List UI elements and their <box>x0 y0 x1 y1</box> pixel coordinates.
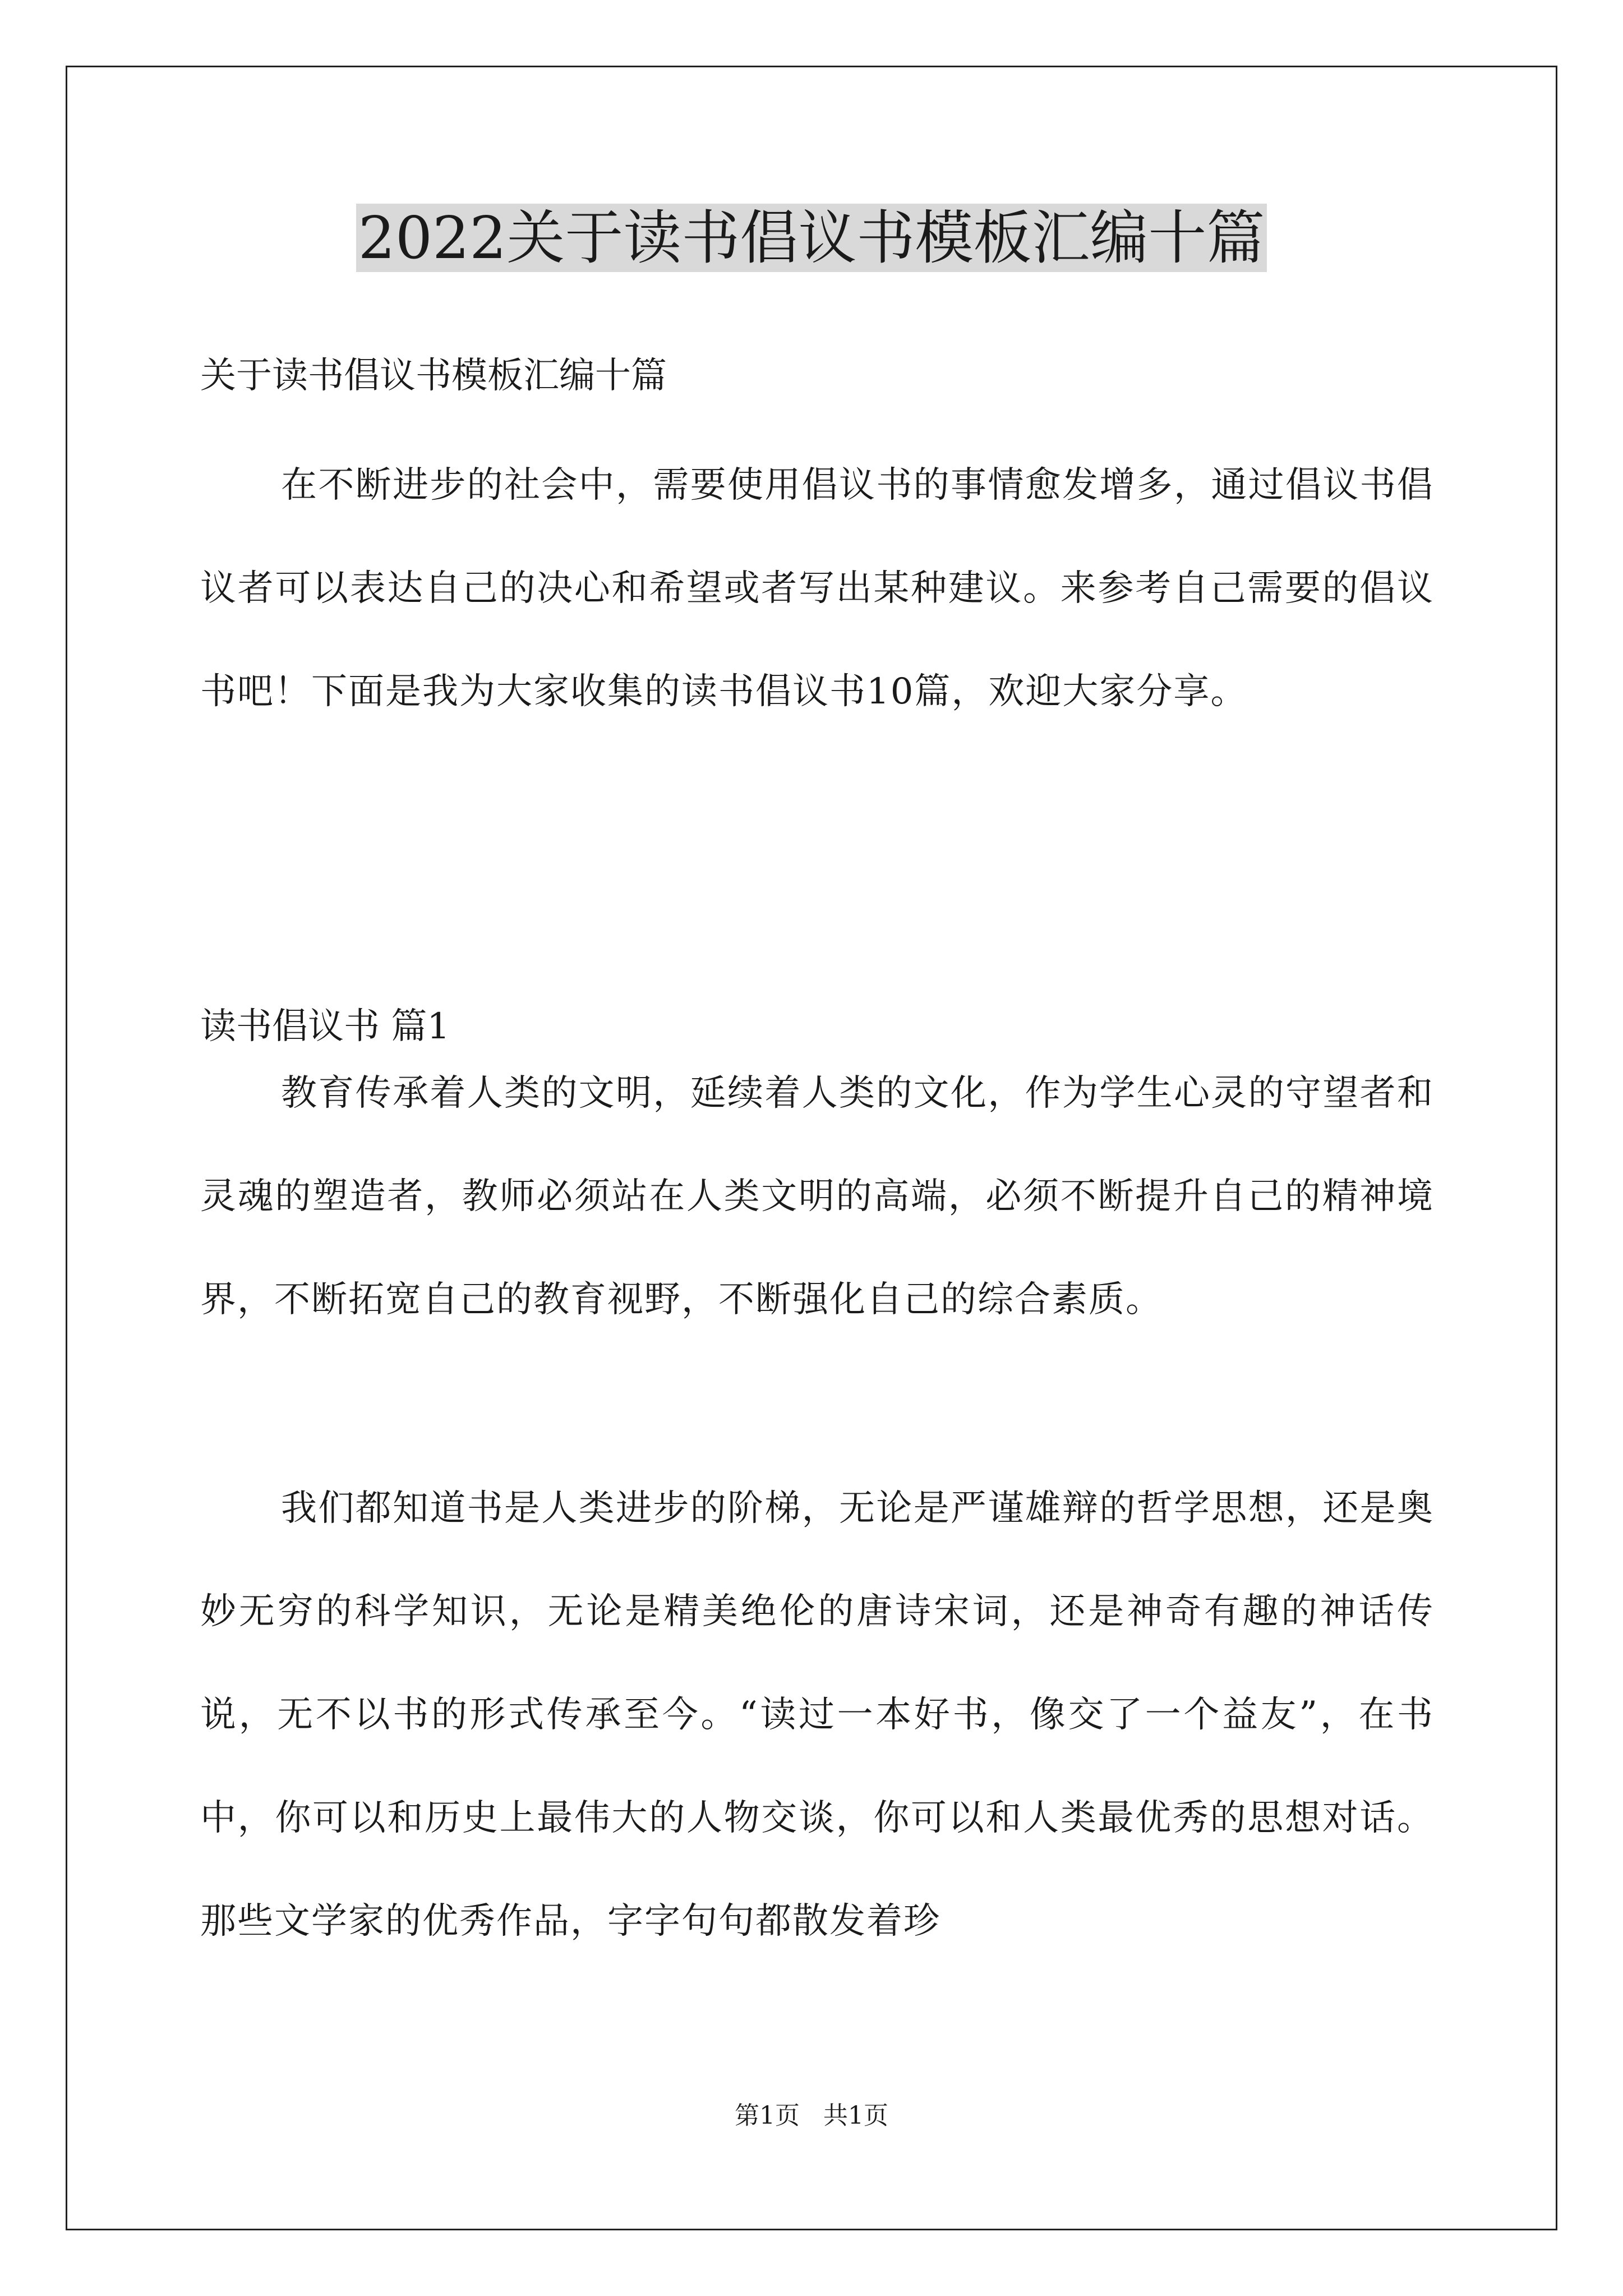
page-footer: 第1页 共1页 <box>735 2101 888 2130</box>
section-paragraph-2: 我们都知道书是人类进步的阶梯，无论是严谨雄辩的哲学思想，还是奥妙无穷的科学知识，无论是精美绝伦的唐诗宋词，还是神奇有趣的神话传说，无不以书的形式传承至今。“读过一本好书，像交了一个益友”，在书中，你可以和历史上最伟大的人物交谈，你可以和人类最优秀的思想对话。那些文学家的优秀作品，字字句句都散发着珍 <box>200 1488 1434 1942</box>
section-heading: 读书倡议书 篇1 <box>200 1006 450 1047</box>
document-title-text: 2022关于读书倡议书模板汇编十篇 <box>356 204 1267 272</box>
section-paragraph-1: 教育传承着人类的文明，延续着人类的文化，作为学生心灵的守望者和灵魂的塑造者，教师必须站在人类文明的高端，必须不断提升自己的精神境界，不断拓宽自己的教育视野，不断强化自己的综合素质。 <box>200 1073 1434 1320</box>
intro-paragraph: 在不断进步的社会中，需要使用倡议书的事情愈发增多，通过倡议书倡议者可以表达自己的决心和希望或者写出某种建议。来参考自己需要的倡议书吧！下面是我为大家收集的读书倡议书10篇，欢迎大家分享。 <box>200 464 1434 712</box>
document-subtitle: 关于读书倡议书模板汇编十篇 <box>200 355 667 397</box>
document-title <box>0 203 1623 273</box>
